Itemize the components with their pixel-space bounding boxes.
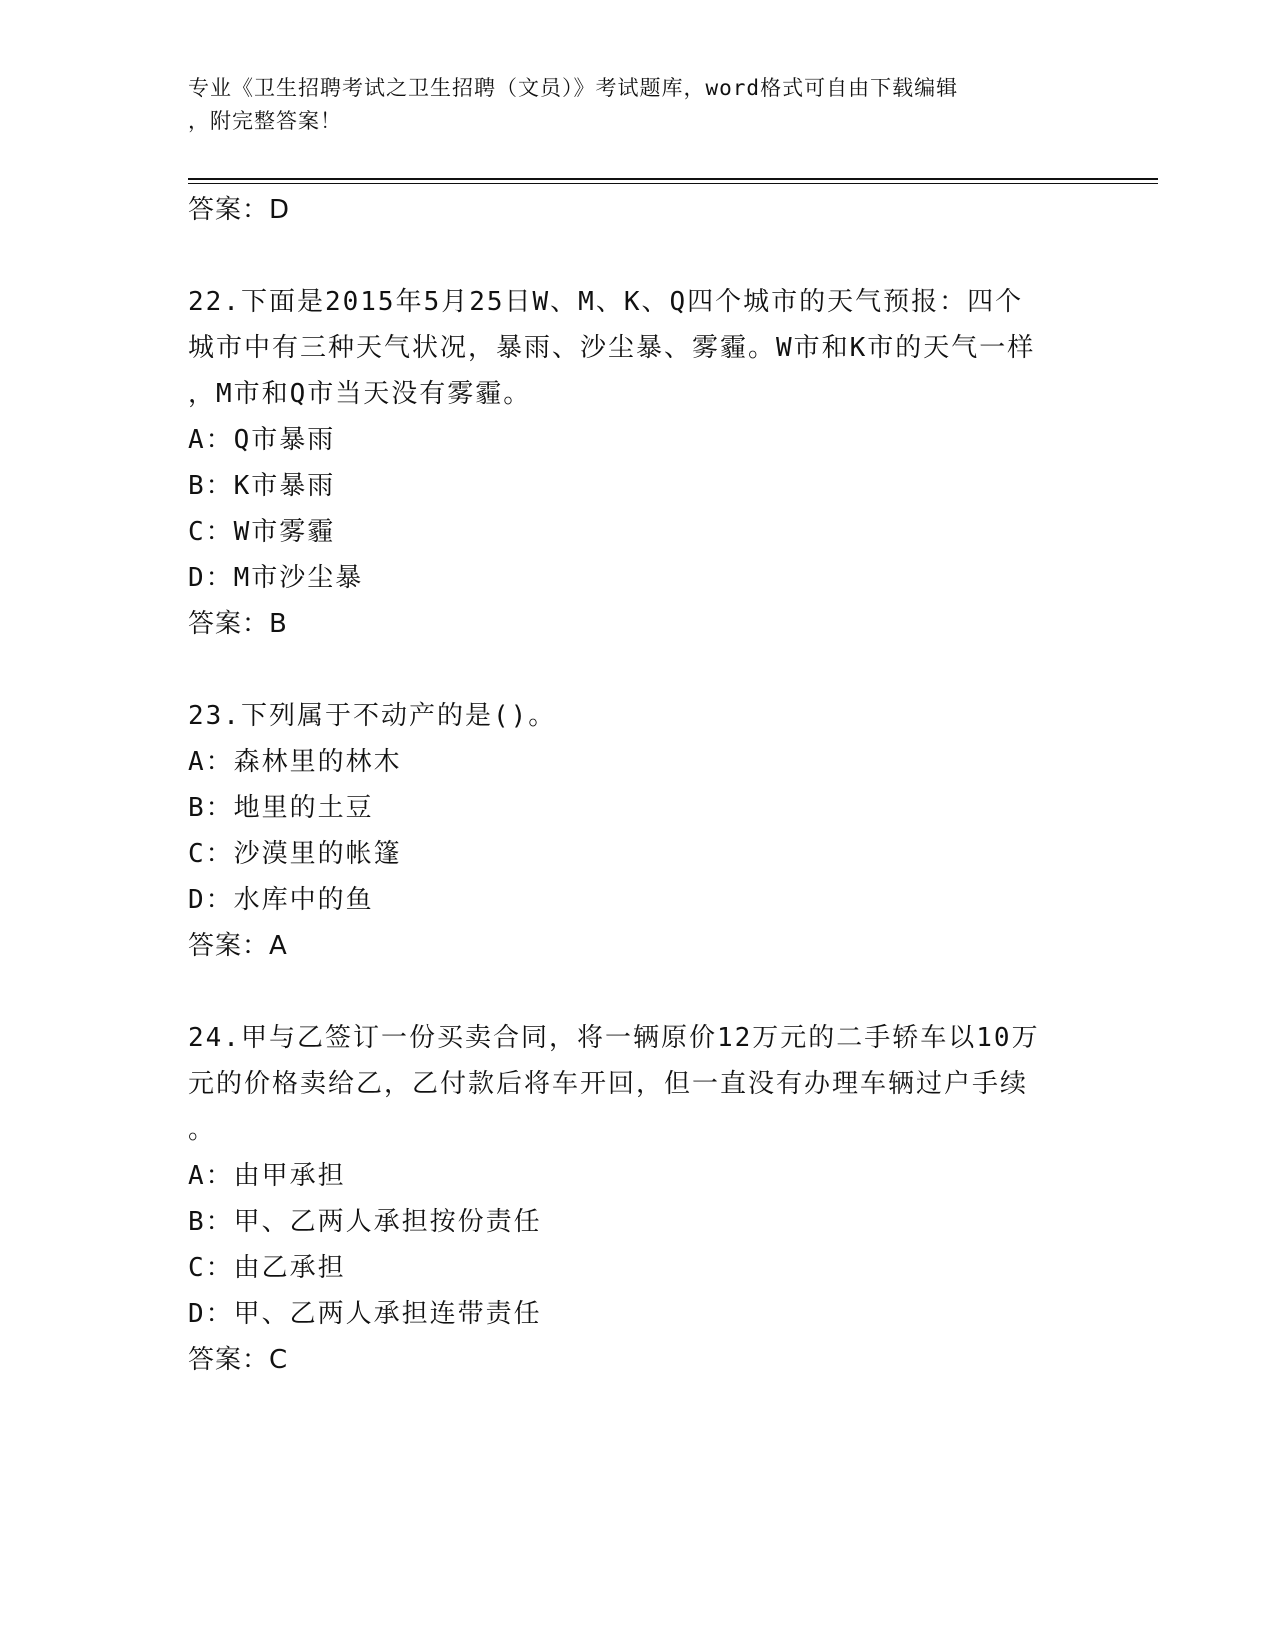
option-d: D：甲、乙两人承担连带责任: [188, 1299, 542, 1329]
option-c: C：W市雾霾: [188, 517, 336, 547]
question-text-line: 。: [188, 1115, 217, 1145]
option-b: B：甲、乙两人承担按份责任: [188, 1207, 542, 1237]
header-rule-bottom: [188, 183, 1158, 184]
question-23: [188, 693, 1088, 969]
header-line-1: 专业《卫生招聘考试之卫生招聘（文员）》考试题库，word格式可自由下载编辑: [188, 76, 959, 100]
question-24: [188, 1015, 1088, 1383]
option-a: A：森林里的林木: [188, 747, 402, 777]
question-text-line: 24.甲与乙签订一份买卖合同，将一辆原价12万元的二手轿车以10万: [188, 1023, 1040, 1053]
option-c: C：由乙承担: [188, 1253, 346, 1283]
option-c: C：沙漠里的帐篷: [188, 839, 402, 869]
document-body: [188, 187, 1088, 1383]
option-d: D：水库中的鱼: [188, 885, 374, 915]
question-text-line: 22.下面是2015年5月25日W、M、K、Q四个城市的天气预报：四个: [188, 287, 1024, 317]
option-d: D：M市沙尘暴: [188, 563, 364, 593]
question-22: [188, 279, 1088, 647]
question-text-line: 元的价格卖给乙，乙付款后将车开回，但一直没有办理车辆过户手续: [188, 1069, 1029, 1099]
option-a: A：由甲承担: [188, 1161, 346, 1191]
header-line-2: ，附完整答案！: [188, 109, 342, 133]
document-header: [188, 72, 1088, 138]
header-rule-top: [188, 178, 1158, 180]
question-text-line: 城市中有三种天气状况，暴雨、沙尘暴、雾霾。W市和K市的天气一样: [188, 333, 1036, 363]
answer: 答案：C: [188, 1345, 289, 1375]
option-b: B：地里的土豆: [188, 793, 374, 823]
answer: 答案：A: [188, 931, 288, 961]
previous-answer: 答案：D: [188, 195, 291, 225]
option-b: B：K市暴雨: [188, 471, 336, 501]
option-a: A：Q市暴雨: [188, 425, 336, 455]
question-text-line: ，M市和Q市当天没有雾霾。: [188, 379, 532, 409]
question-text-line: 23.下列属于不动产的是()。: [188, 701, 557, 731]
answer: 答案：B: [188, 609, 288, 639]
